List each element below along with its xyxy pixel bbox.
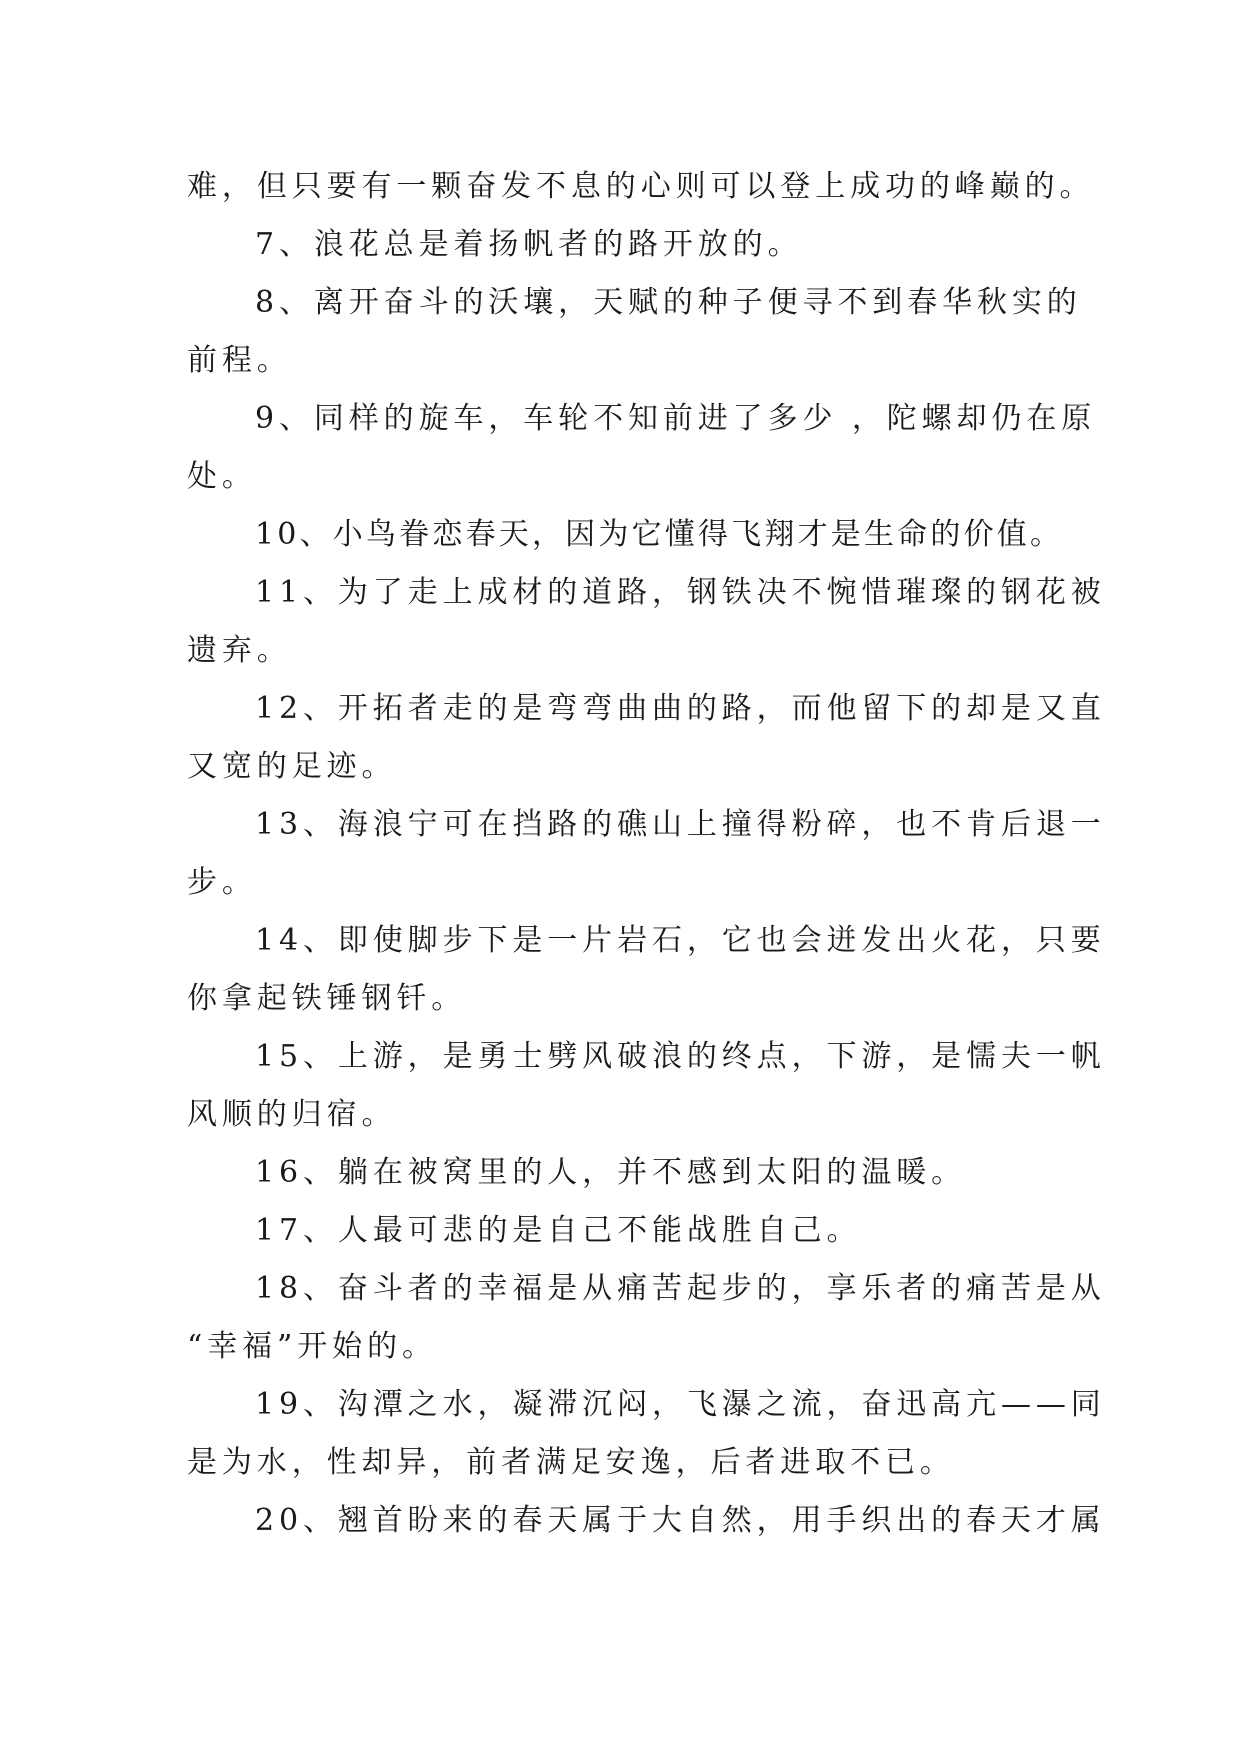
- text-line-14: 14、即使脚步下是一片岩石，它也会迸发出火花，只要: [255, 923, 1106, 958]
- text-line-12: 13、海浪宁可在挡路的礁山上撞得粉碎，也不肯后退一: [255, 807, 1106, 842]
- text-line-9: 遗弃。: [187, 633, 292, 668]
- text-line-11: 又宽的足迹。: [187, 749, 397, 784]
- text-line-18: 16、躺在被窝里的人，并不感到太阳的温暖。: [255, 1155, 967, 1190]
- text-line-19: 17、人最可悲的是自己不能战胜自己。: [255, 1213, 862, 1248]
- text-line-4: 前程。: [187, 343, 292, 378]
- text-line-3: 8、离开奋斗的沃壤，天赋的种子便寻不到春华秋实的: [255, 285, 1082, 320]
- text-line-16: 15、上游，是勇士劈风破浪的终点，下游，是懦夫一帆: [255, 1039, 1106, 1074]
- text-line-24: 20、翘首盼来的春天属于大自然，用手织出的春天才属: [255, 1503, 1106, 1538]
- text-line-17: 风顺的归宿。: [187, 1097, 397, 1132]
- text-line-8: 11、为了走上成材的道路，钢铁决不惋惜璀璨的钢花被: [255, 575, 1106, 610]
- text-line-10: 12、开拓者走的是弯弯曲曲的路，而他留下的却是又直: [255, 691, 1106, 726]
- text-line-22: 19、沟潭之水，凝滞沉闷，飞瀑之流，奋迅高亢——同: [255, 1387, 1106, 1422]
- text-line-2: 7、浪花总是着扬帆者的路开放的。: [255, 227, 803, 262]
- text-line-7: 10、小鸟眷恋春天，因为它懂得飞翔才是生命的价值。: [255, 517, 1064, 552]
- text-line-5: 9、同样的旋车，车轮不知前进了多少 ，陀螺却仍在原: [255, 401, 1097, 436]
- text-line-1: 难，但只要有一颗奋发不息的心则可以登上成功的峰巅的。: [187, 169, 1095, 204]
- text-line-6: 处。: [187, 459, 257, 494]
- document-body: [187, 158, 1106, 1550]
- text-line-13: 步。: [187, 865, 257, 900]
- text-line-23: 是为水，性却异，前者满足安逸，后者进取不已。: [187, 1445, 955, 1480]
- text-line-21: “幸福”开始的。: [187, 1329, 437, 1364]
- text-line-15: 你拿起铁锤钢钎。: [187, 981, 467, 1016]
- text-line-20: 18、奋斗者的幸福是从痛苦起步的，享乐者的痛苦是从: [255, 1271, 1106, 1306]
